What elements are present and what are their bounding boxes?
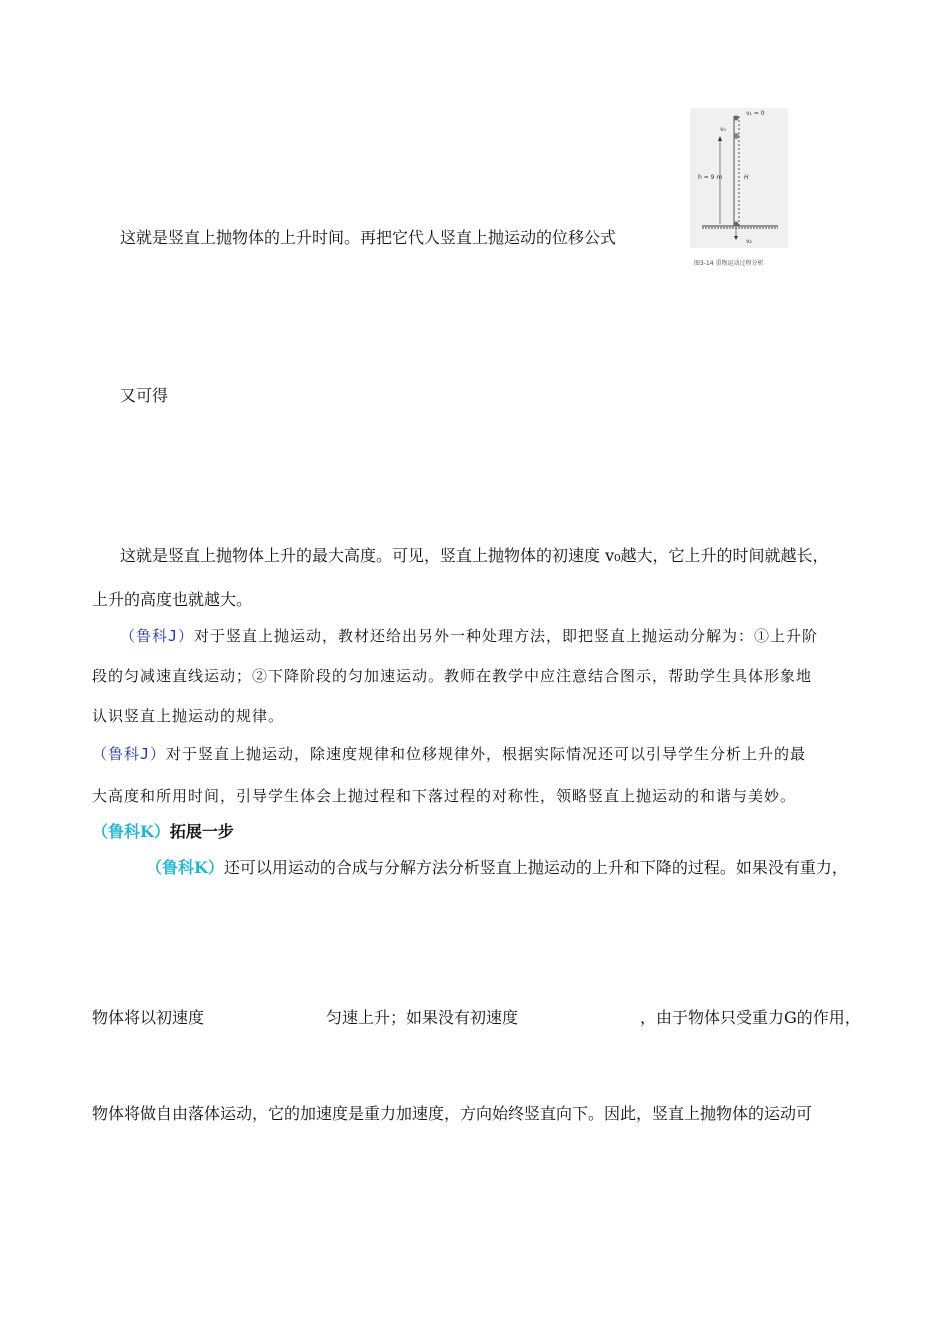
paragraph-1-line-3: 认识竖直上抛运动的规律。 [92,707,285,725]
bottom-ball [734,222,739,227]
top-ball [734,116,739,121]
source-tag: （鲁科J） [120,627,195,645]
mid-ball [733,133,739,139]
arrow-up [718,136,722,141]
label-h: h = 9 m [698,174,723,181]
label-v1: v₁ = 0 [746,110,765,117]
paragraph-2-line-2: 大高度和所用时间，引导学生体会上抛过程和下落过程的对称性，领略竖直上抛运动的和谐与美妙。 [92,787,797,805]
source-tag: （鲁科J） [92,745,167,763]
paragraph-text: 对于竖直上抛运动，教材还给出另外一种处理方法，即把竖直上抛运动分解为：①上升阶 [194,627,819,645]
section-heading [92,822,234,842]
motion-analysis-figure [690,108,790,273]
text-line-3: 这就是竖直上抛物体上升的最大高度。可见，竖直上抛物体的初速度 v₀越大，它上升的时间就越长， [120,546,829,565]
text-line-2: 又可得 [120,386,169,405]
paragraph-4-part-b: 匀速上升；如果没有初速度 [326,1008,519,1027]
paragraph-text: 对于竖直上抛运动，除速度规律和位移规律外，根据实际情况还可以引导学生分析上升的最 [166,745,807,763]
figure-caption: 图3-14 重物运动过程分析 [694,260,764,267]
label-H: H [744,174,749,181]
source-tag: （鲁科K） [146,858,224,877]
label-v2: v₂ [746,238,752,245]
paragraph-3-line-1 [146,858,848,878]
arrow-down [734,236,738,240]
paragraph-1-line-1 [120,626,818,646]
paragraph-5-line-1: 物体将做自由落体运动，它的加速度是重力加速度，方向始终竖直向下。因此，竖直上抛物体的运动可 [92,1104,813,1123]
heading-text: 拓展一步 [169,822,234,841]
source-tag: （鲁科K） [92,822,170,841]
label-v0: v₀ [720,126,726,133]
paragraph-text: 还可以用运动的合成与分解方法分析竖直上抛运动的上升和下降的过程。如果没有重力， [223,858,848,877]
paragraph-4-part-a: 物体将以初速度 [92,1008,205,1027]
paragraph-4-part-c: ，由于物体只受重力G的作用， [640,1008,861,1027]
paragraph-2-line-1 [92,744,806,764]
text-line-4: 上升的高度也就越大。 [92,590,253,609]
text-line-1: 这就是竖直上抛物体的上升时间。再把它代人竖直上抛运动的位移公式 [120,228,617,247]
paragraph-1-line-2: 段的匀减速直线运动；②下降阶段的匀加速运动。教师在教学中应注意结合图示，帮助学生具体形象地 [92,667,813,685]
